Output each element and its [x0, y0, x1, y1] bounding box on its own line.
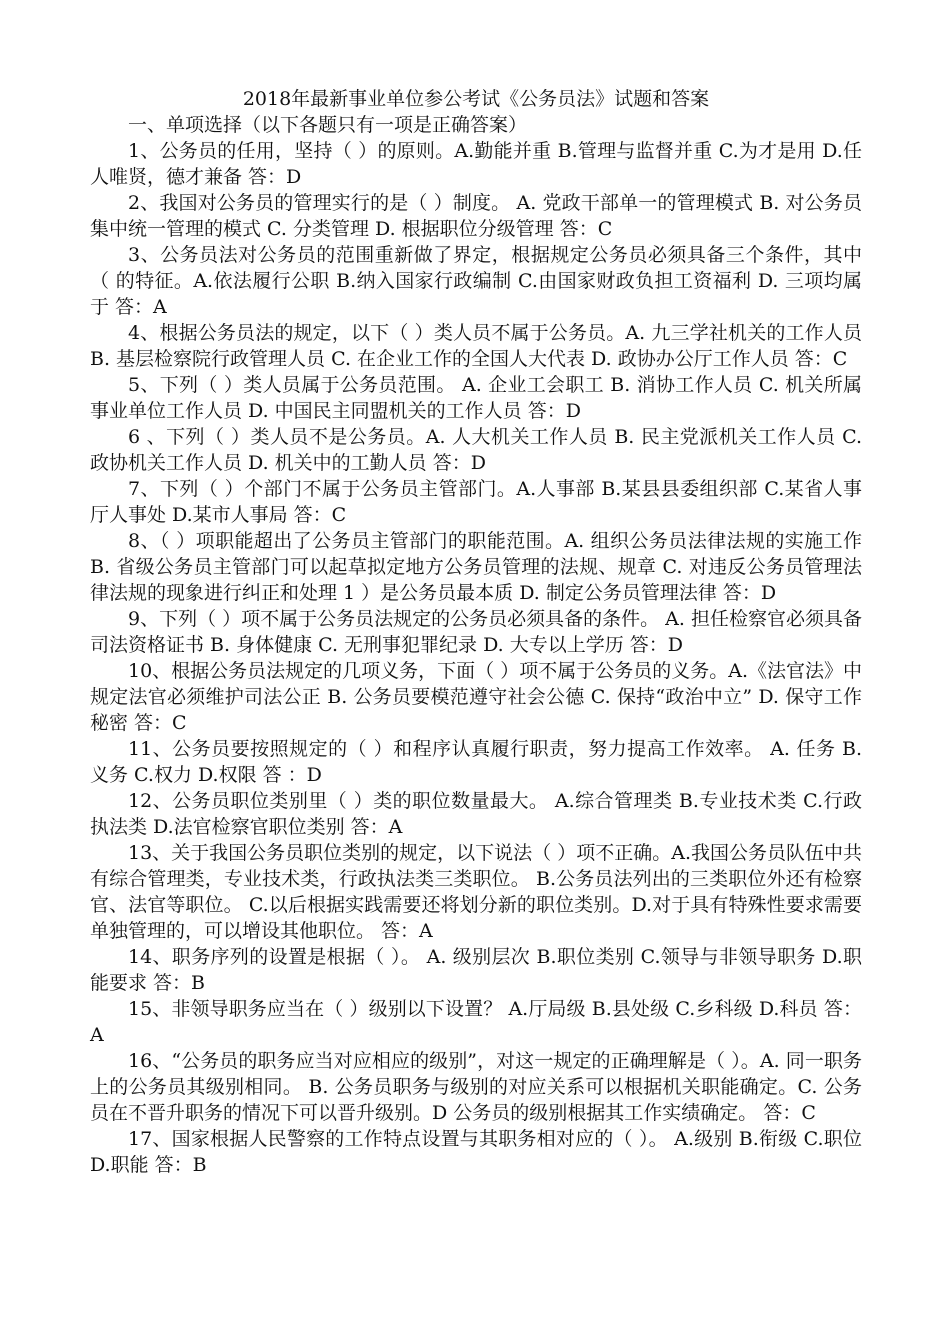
section-heading: 一、单项选择（以下各题只有一项是正确答案） — [128, 114, 528, 136]
question-9: 9、下列（ ）项不属于公务员法规定的公务员必须具备的条件。 A. 担任检察官必须具备司法资格证书 B. 身体健康 C. 无刑事犯罪纪录 D. 大专以上学历 答：D — [90, 608, 862, 656]
question-13: 13、关于我国公务员职位类别的规定，以下说法（ ）项不正确。A.我国公务员队伍中共有综合管理类，专业技术类，行政执法类三类职位。 B.公务员法列出的三类职位外还有检察官、法官等职位。 C.以后根据实践需要还将划分新的职位类别。D.对于具有特殊性要求需要单独管理的，可以增设其他职位。 答：A — [90, 842, 862, 942]
question-7: 7、下列（ ）个部门不属于公务员主管部门。A.人事部 B.某县县委组织部 C.某省人事厅人事处 D.某市人事局 答：C — [90, 478, 862, 526]
question-3: 3、公务员法对公务员的范围重新做了界定，根据规定公务员必须具备三个条件，其中（ 的特征。A.依法履行公职 B.纳入国家行政编制 C.由国家财政负担工资福利 D. 三项均属于 答：A — [90, 244, 862, 318]
question-6: 6 、下列（ ）类人员不是公务员。A. 人大机关工作人员 B. 民主党派机关工作人员 C. 政协机关工作人员 D. 机关中的工勤人员 答：D — [90, 426, 862, 474]
question-15: 15、非领导职务应当在（ ）级别以下设置？ A.厅局级 B.县处级 C.乡科级 D.科员 答：A — [90, 998, 862, 1046]
question-11: 11、公务员要按照规定的（ ）和程序认真履行职责，努力提高工作效率。 A. 任务 B.义务 C.权力 D.权限 答 ：D — [90, 738, 862, 786]
question-12: 12、公务员职位类别里（ ）类的职位数量最大。 A.综合管理类 B.专业技术类 C.行政执法类 D.法官检察官职位类别 答：A — [90, 790, 862, 838]
document-page — [90, 86, 862, 1178]
question-2: 2、我国对公务员的管理实行的是（ ）制度。 A. 党政干部单一的管理模式 B. 对公务员集中统一管理的模式 C. 分类管理 D. 根据职位分级管理 答：C — [90, 192, 862, 240]
question-16: 16、“公务员的职务应当对应相应的级别”，对这一规定的正确理解是（ ）。A. 同一职务上的公务员其级别相同。 B. 公务员职务与级别的对应关系可以根据机关职能确定。C. 公务员在不晋升职务的情况下可以晋升级别。D 公务员的级别根据其工作实绩确定。 答：C — [90, 1050, 862, 1124]
question-5: 5、下列（ ）类人员属于公务员范围。 A. 企业工会职工 B. 消协工作人员 C. 机关所属事业单位工作人员 D. 中国民主同盟机关的工作人员 答：D — [90, 374, 862, 422]
question-1: 1、公务员的任用，坚持（ ）的原则。A.勤能并重 B.管理与监督并重 C.为才是用 D.任人唯贤，德才兼备 答：D — [90, 140, 862, 188]
document-title: 2018年最新事业单位参公考试《公务员法》试题和答案 — [242, 88, 710, 110]
question-8: 8、（ ）项职能超出了公务员主管部门的职能范围。A. 组织公务员法律法规的实施工作 B. 省级公务员主管部门可以起草拟定地方公务员管理的法规、规章 C. 对违反公务员管理法律法规的现象进行纠正和处理 1 ）是公务员最本质 D. 制定公务员管理法律 答：D — [90, 530, 862, 604]
question-17: 17、国家根据人民警察的工作特点设置与其职务相对应的（ ）。 A.级别 B.衔级 C.职位 D.职能 答：B — [90, 1128, 862, 1176]
question-4: 4、根据公务员法的规定，以下（ ）类人员不属于公务员。A. 九三学社机关的工作人员 B. 基层检察院行政管理人员 C. 在企业工作的全国人大代表 D. 政协办公厅工作人员 答：C — [90, 322, 862, 370]
question-14: 14、职务序列的设置是根据（ ）。 A. 级别层次 B.职位类别 C.领导与非领导职务 D.职能要求 答：B — [90, 946, 862, 994]
question-10: 10、根据公务员法规定的几项义务，下面（ ）项不属于公务员的义务。A.《法官法》中规定法官必须维护司法公正 B. 公务员要模范遵守社会公德 C. 保持“政治中立” D. 保守工作秘密 答：C — [90, 660, 862, 734]
